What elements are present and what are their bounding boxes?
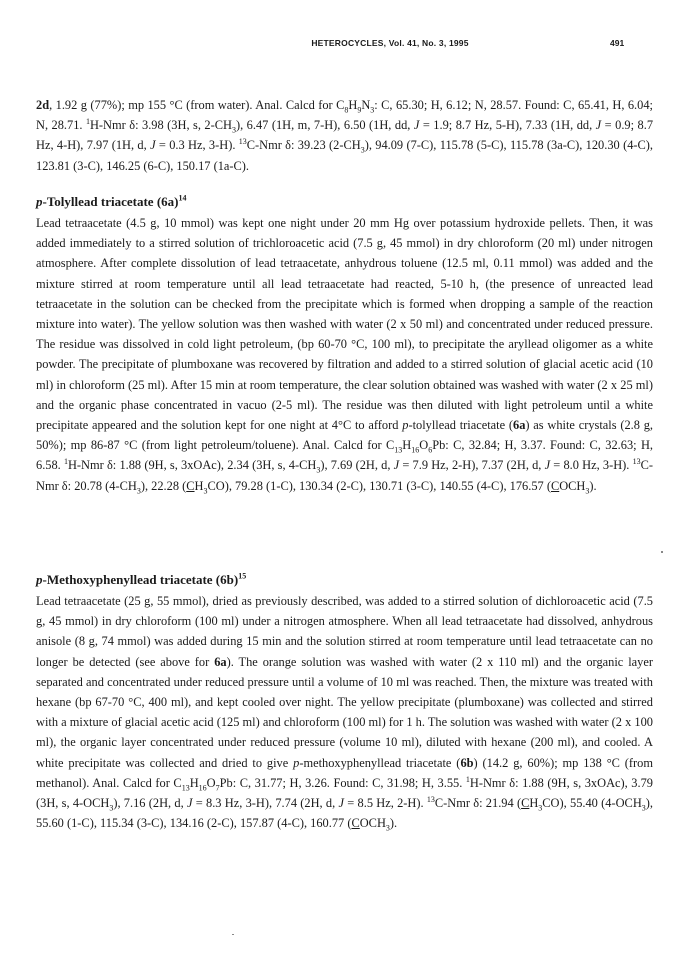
text: O	[419, 438, 429, 453]
text: , 1.92 g (77%); mp 155 °C (from water). Anal. Calcd for C	[49, 98, 345, 112]
section-heading-6b	[36, 569, 653, 591]
text: Pb: C, 32.84; H, 3.37. Found: C, 32.63; H, 6.58.	[36, 438, 653, 473]
text: H	[529, 796, 539, 811]
text: = 7.9 Hz, 2-H), 7.37 (2H, d,	[399, 458, 545, 473]
text: O	[206, 775, 216, 790]
text: OCH	[559, 478, 586, 493]
subscript: 13	[394, 445, 403, 455]
subscript: 3	[385, 823, 390, 833]
text: ), 94.09 (7-C), 115.78 (5-C), 115.78 (3a-C), 120.30 (4-C), 123.81 (3-C), 146.25 (6-C), 150.17 (1a-C).	[36, 138, 654, 173]
text: CO), 79.28 (1-C), 130.34 (2-C), 130.71 (3-C), 140.55 (4-C), 176.57 (	[207, 478, 551, 493]
text: H	[189, 775, 199, 790]
text: N	[361, 98, 371, 112]
coupling-j: J	[338, 796, 344, 811]
underlined-atom: C	[550, 478, 560, 493]
underlined-atom: C	[521, 796, 530, 811]
heading-text: -Tolyllead triacetate (6a)	[42, 194, 179, 209]
text: H-Nmr δ: 3.98 (3H, s, 2-CH	[89, 118, 232, 133]
text: H	[194, 478, 204, 493]
compound-label: 2d	[36, 98, 50, 112]
coupling-j: J	[186, 796, 193, 811]
text: H	[348, 98, 358, 112]
subscript: 3	[360, 145, 365, 155]
text: ) (14.2 g, 60%); mp 138 °C (from methanol). Anal. Calcd for C	[36, 755, 653, 790]
text: = 8.5 Hz, 2-H).	[344, 796, 427, 811]
text: = 0.9; 8.7 Hz, 4-H), 7.97 (1H, d,	[36, 118, 654, 153]
superscript: 1	[85, 117, 90, 127]
procedure-6a	[36, 213, 653, 496]
text: ).	[389, 816, 398, 831]
subscript: 3	[538, 803, 543, 813]
subscript: 9	[357, 105, 362, 115]
text: ).	[589, 478, 597, 493]
subscript: 7	[215, 783, 220, 793]
reference-superscript: 15	[238, 571, 247, 581]
subscript: 3	[136, 486, 141, 496]
heading-prefix: p	[36, 572, 43, 587]
subscript: 3	[203, 486, 208, 496]
text: = 1.9; 8.7 Hz, 5-H), 7.33 (1H, dd,	[419, 118, 596, 133]
compound-label: 6b	[460, 755, 474, 770]
text: -tolyllead triacetate (	[408, 418, 513, 433]
subscript: 3	[231, 125, 236, 135]
text: CO), 55.40 (4-OCH	[542, 796, 642, 811]
text: ), 7.69 (2H, d,	[320, 458, 394, 473]
section-heading-6a	[36, 191, 653, 213]
text: = 8.3 Hz, 3-H), 7.74 (2H, d,	[192, 796, 339, 811]
text-italic: p	[402, 418, 409, 433]
subscript: 3	[585, 486, 590, 496]
text: ). The orange solution was washed with water (2 x 110 ml) and the organic layer separated and concentrated under reduced pressure until a volume of 10 ml was reached. Then, the mixture was treated with hexane (bp 67-70 °C, 400 ml), and kept cooled over night. The yellow precipitate (plumboxane) was collected and stirred with a mixture of glacial acetic acid (125 ml) and chloroform (100 ml) for 1 h. The solution was washed with water (2 x 100 ml), the organic layer concentrated under reduced pressure (volume 10 ml), diluted with hexane (200 ml), and cooled. A white precipitate was collected and dried to give	[36, 654, 653, 770]
superscript: 13	[632, 457, 641, 467]
heading-text: -Methoxyphenyllead triacetate (6b)	[42, 572, 239, 587]
text: Lead tetraacetate (4.5 g, 10 mmol) was kept one night under 20 mm Hg over potassium hydroxide pellets. Then, it was added immediately to a stirred solution of trichloroacetic acid (7.5 g, 45 mmol) in dry chloroform (20 ml) under nitrogen atmosphere. After complete dissolution of lead tetraacetate, anhydrous toluene (12.5 ml, 0.11 mmol) was added and the mixture stirred at room temperature until all lead tetraacetate had reacted, 5-10 h, (the presence of unreacted lead tetraacetate in the solution can be checked from the precipitate which is formed when dropping a sample of the reaction mixture into water). The yellow solution was then washed with water (2 x 50 ml) and concentrated under reduced pressure. The residue was dissolved in cold light petroleum, (bp 60-70 °C, 100 ml), to precipitate the aryllead oligomer as a white powder. The precipitate of plumboxane was recovered by filtration and added to a stirred solution of glacial acetic acid (10 ml) in chloroform (25 ml). After 15 min at room temperature, the clear solution obtained was washed with water (2 x 25 ml) and the organic phase concentrated in vacuo (2-5 ml). The residue was then diluted with light petroleum until a white precipitate appeared and the solution kept for one night at 4°C to afford	[36, 216, 653, 433]
underlined-atom: C	[186, 478, 195, 493]
reference-superscript: 14	[178, 193, 187, 203]
text: Pb: C, 31.77; H, 3.26. Found: C, 31.98; H, 3.55.	[219, 775, 466, 790]
text: -methoxyphenyllead triacetate (	[299, 755, 461, 770]
subscript: 13	[181, 783, 190, 793]
subscript: 16	[198, 783, 207, 793]
text: Lead tetraacetate (25 g, 55 mmol), dried as previously described, was added to a stirred solution of dichloroacetic acid (7.5 g, 45 mmol) in dry chloroform (100 ml) under a nitrogen atmosphere. When all lead tetraacetate had dissolved, anhydrous anisole (8 g, 74 mmol) was added during 15 min and the solution stirred at room temperature until lead tetraacetate can no longer be detected (see above for	[36, 594, 653, 669]
text: ), 22.28 (	[140, 478, 187, 493]
text: H-Nmr δ: 1.88 (9H, s, 3xOAc), 2.34 (3H, s, 4-CH	[67, 458, 317, 473]
text: ), 7.16 (2H, d,	[113, 796, 187, 811]
procedure-6b	[36, 591, 653, 833]
text-italic: p	[293, 755, 300, 770]
text: ) as white crystals (2.8 g, 50%); mp 86-87 °C (from light petroleum/toluene). Anal. Calcd for C	[36, 418, 654, 453]
coupling-j: J	[544, 458, 551, 473]
subscript: 3	[641, 803, 646, 813]
text: ), 55.60 (1-C), 115.34 (3-C), 134.16 (2-C), 157.87 (4-C), 160.77 (	[36, 796, 653, 831]
text: C-Nmr δ: 20.78 (4-CH	[36, 458, 653, 493]
subscript: 3	[370, 105, 375, 115]
section-6a	[36, 191, 653, 496]
compound-label: 6a	[513, 418, 526, 433]
page-number: 491	[610, 38, 625, 48]
coupling-j: J	[393, 458, 400, 473]
subscript: 3	[316, 465, 321, 475]
superscript: 13	[238, 137, 247, 147]
text: C-Nmr δ: 21.94 (	[434, 796, 522, 811]
text: C-Nmr δ: 39.23 (2-CH	[246, 138, 361, 153]
subscript: 6	[428, 445, 433, 455]
superscript: 1	[465, 774, 470, 784]
text: ), 6.47 (1H, m, 7-H), 6.50 (1H, dd,	[235, 118, 414, 133]
superscript: 1	[63, 457, 68, 467]
coupling-j: J	[150, 138, 156, 153]
text: = 8.0 Hz, 3-H).	[550, 458, 633, 473]
superscript: 13	[426, 794, 435, 804]
text: H	[402, 438, 412, 453]
text: = 0.3 Hz, 3-H).	[155, 138, 239, 153]
compound-label: 6a	[214, 654, 227, 669]
section-6b	[36, 569, 653, 833]
text: OCH	[359, 816, 386, 831]
text: H-Nmr δ: 1.88 (9H, s, 3xOAc), 3.79 (3H, s, 4-OCH	[36, 775, 653, 811]
subscript: 16	[411, 445, 420, 455]
subscript: 8	[344, 105, 349, 115]
scan-speck	[232, 934, 234, 935]
underlined-atom: C	[351, 816, 360, 831]
scan-speck	[661, 551, 663, 553]
running-header: HETEROCYCLES, Vol. 41, No. 3, 1995	[311, 38, 469, 48]
text: : C, 65.30; H, 6.12; N, 28.57. Found: C, 65.41, H, 6.04; N, 28.71.	[36, 98, 653, 133]
coupling-j: J	[595, 118, 602, 133]
subscript: 3	[109, 803, 114, 813]
paragraph-2d	[36, 95, 653, 176]
heading-prefix: p	[36, 194, 43, 209]
coupling-j: J	[413, 118, 420, 133]
